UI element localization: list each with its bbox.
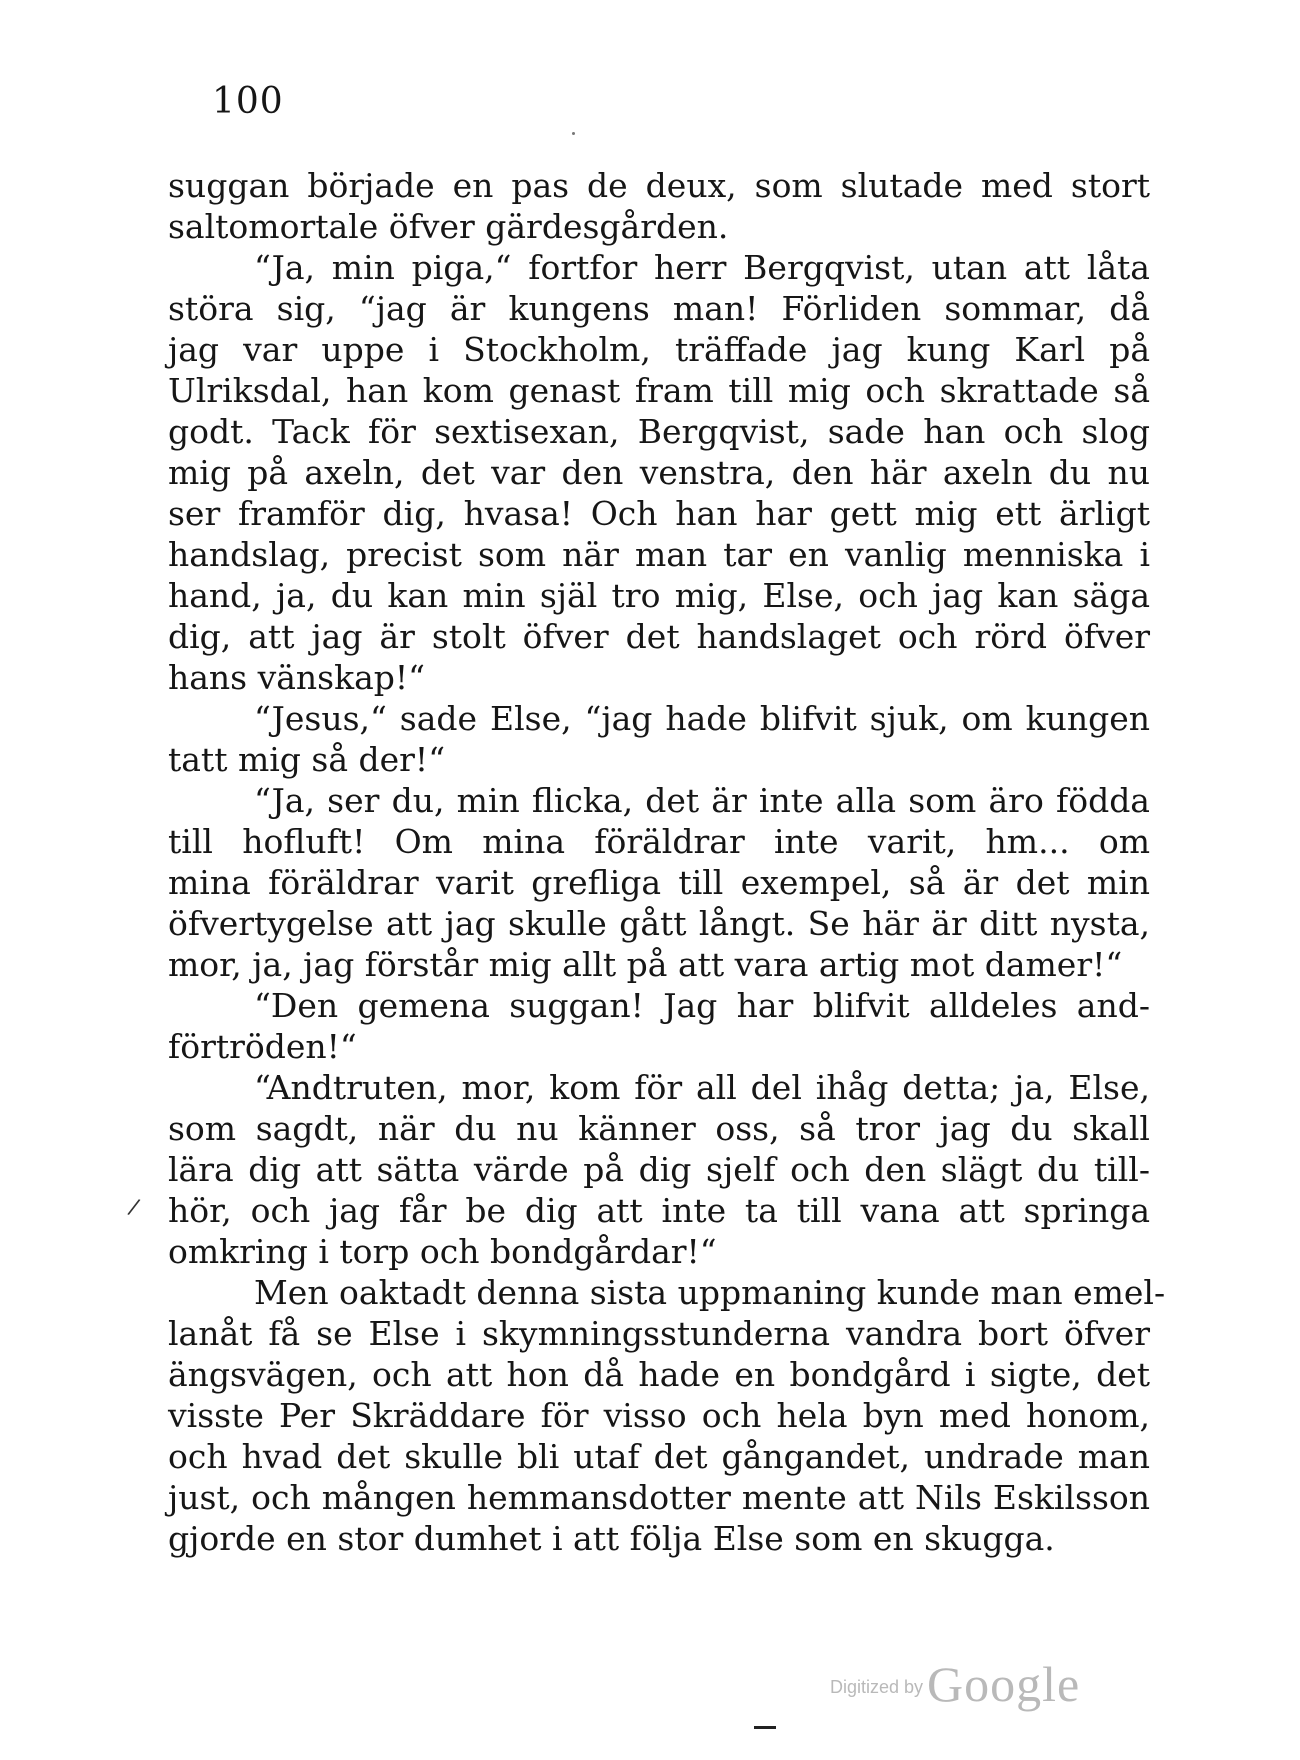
text-line: lära dig att sätta värde på dig sjelf och den slägt du till- xyxy=(168,1150,1150,1189)
text-line: omkring i torp och bondgårdar!“ xyxy=(168,1232,717,1271)
stray-ink-dot xyxy=(572,132,575,135)
text-line: lanåt få se Else i skymningsstunderna vandra bort öfver xyxy=(168,1314,1150,1353)
text-line: som sagdt, när du nu känner oss, så tror jag du skall xyxy=(168,1109,1150,1148)
watermark-digitized-by: Digitized by xyxy=(830,1677,924,1697)
text-line: tatt mig så der!“ xyxy=(168,740,446,779)
text-line: ängsvägen, och att hon då hade en bondgård i sigte, det xyxy=(168,1355,1150,1394)
text-line: störa sig, “jag är kungens man! Förliden sommar, då xyxy=(168,289,1150,328)
text-line: jag var uppe i Stockholm, träffade jag kung Karl på xyxy=(168,330,1150,369)
text-line: hans vänskap!“ xyxy=(168,658,426,697)
text-line: suggan började en pas de deux, som slutade med stort xyxy=(168,166,1150,205)
text-line: just, och mången hemmansdotter mente att Nils Eskilsson xyxy=(168,1478,1150,1517)
text-line: “Den gemena suggan! Jag har blifvit alldeles and- xyxy=(254,986,1150,1025)
text-line: godt. Tack för sextisexan, Bergqvist, sade han och slog xyxy=(168,412,1150,451)
margin-mark: / xyxy=(125,1194,142,1221)
text-line: gjorde en stor dumhet i att följa Else som en skugga. xyxy=(168,1519,1055,1558)
text-line: visste Per Skräddare för visso och hela byn med honom, xyxy=(168,1396,1150,1435)
text-line: förtröden!“ xyxy=(168,1027,357,1066)
google-logo: Google xyxy=(927,1656,1081,1712)
text-line: till hofluft! Om mina föräldrar inte varit, hm... om xyxy=(168,822,1150,861)
text-line: hör, och jag får be dig att inte ta till vana att springa xyxy=(168,1191,1150,1230)
text-line: Men oaktadt denna sista uppmaning kunde man emel- xyxy=(254,1273,1166,1312)
body-text xyxy=(168,165,1166,1559)
text-line: Ulriksdal, han kom genast fram till mig och skrattade så xyxy=(168,371,1150,410)
text-line: dig, att jag är stolt öfver det handslaget och rörd öfver xyxy=(168,617,1150,656)
text-line: hand, ja, du kan min själ tro mig, Else, och jag kan säga xyxy=(168,576,1150,615)
text-line: öfvertygelse att jag skulle gått långt. Se här är ditt nysta, xyxy=(168,904,1150,943)
page-number: 100 xyxy=(212,81,284,122)
footer-dash xyxy=(754,1726,776,1729)
text-line: “Ja, min piga,“ fortfor herr Bergqvist, utan att låta xyxy=(254,248,1150,287)
text-line: “Ja, ser du, min flicka, det är inte alla som äro födda xyxy=(254,781,1150,820)
text-line: “Andtruten, mor, kom för all del ihåg detta; ja, Else, xyxy=(254,1068,1150,1107)
text-line: mor, ja, jag förstår mig allt på att vara artig mot damer!“ xyxy=(168,945,1123,984)
text-line: handslag, precist som när man tar en vanlig menniska i xyxy=(168,535,1150,574)
text-line: mina föräldrar varit grefliga till exempel, så är det min xyxy=(168,863,1150,902)
text-line: mig på axeln, det var den venstra, den här axeln du nu xyxy=(168,453,1150,492)
text-line: “Jesus,“ sade Else, “jag hade blifvit sjuk, om kungen xyxy=(254,699,1150,738)
google-watermark xyxy=(830,1655,1080,1713)
text-line: saltomortale öfver gärdesgården. xyxy=(168,207,729,246)
text-line: ser framför dig, hvasa! Och han har gett mig ett ärligt xyxy=(168,494,1150,533)
text-line: och hvad det skulle bli utaf det gångandet, undrade man xyxy=(168,1437,1150,1476)
